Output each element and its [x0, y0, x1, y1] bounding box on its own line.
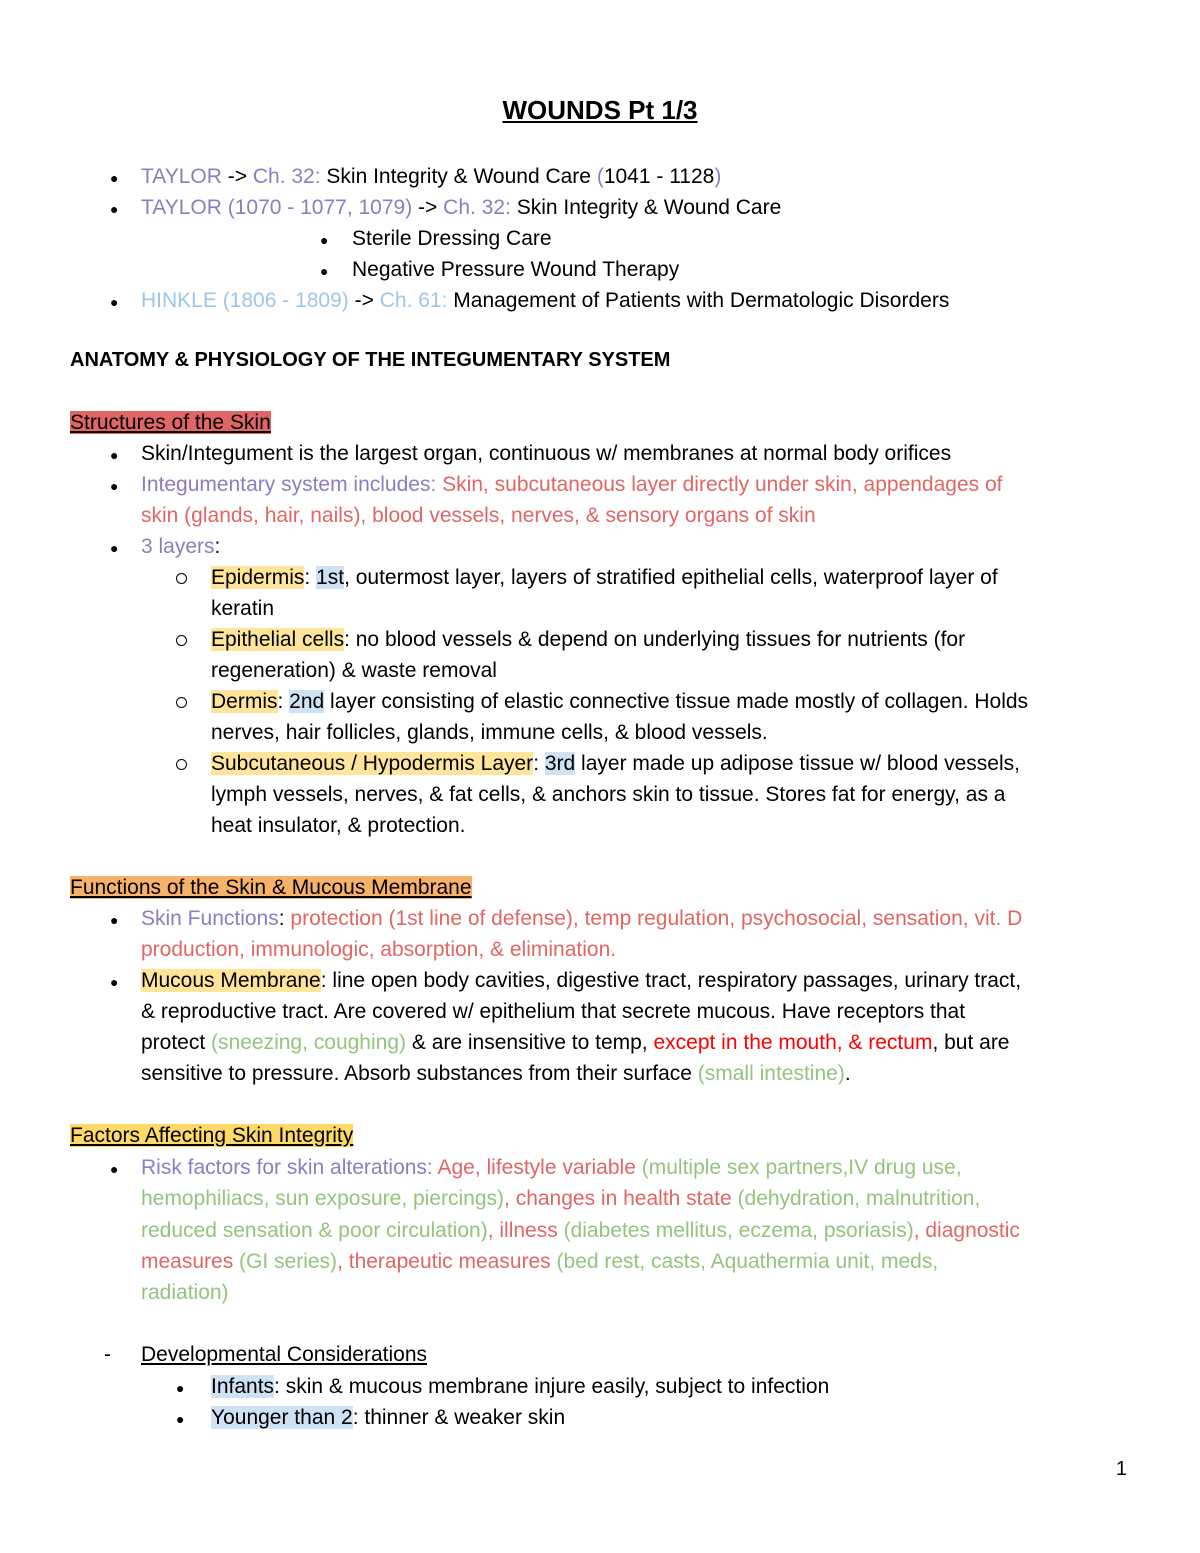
- colon: :: [430, 473, 443, 496]
- layer-dermis-cont: nerves, hair follicles, glands, immune cells, & blood vessels.: [211, 721, 768, 744]
- ref-author: TAYLOR (1070 - 1077, 1079): [141, 196, 413, 219]
- structures-header: [70, 407, 271, 438]
- colon: :: [214, 535, 221, 558]
- bullet-icon: ●: [110, 447, 119, 463]
- example-text: (multiple sex partners,IV drug use,: [641, 1156, 962, 1179]
- developmental-header: Developmental Considerations: [141, 1343, 427, 1366]
- example-text: hemophiliacs, sun exposure, piercings): [141, 1187, 505, 1210]
- bullet-icon: ●: [110, 912, 119, 928]
- structures-bullet-3: [141, 531, 220, 562]
- term-highlight: Mucous Membrane: [141, 969, 321, 992]
- layer-dermis: [211, 686, 1028, 717]
- example-text: (sneezing, coughing): [211, 1031, 407, 1054]
- ref-taylor-1: [141, 161, 721, 192]
- bullet-icon: ●: [110, 540, 119, 556]
- term-text: , outermost layer, layers of stratified epithelial cells, waterproof layer of: [344, 566, 998, 589]
- ref-topic: Management of Patients with Dermatologic Disorders: [447, 289, 950, 312]
- example-text: (bed rest, casts, Aquathermia unit, meds,: [556, 1250, 939, 1273]
- ref-paren: (: [596, 165, 604, 188]
- term-text: sensitive to pressure. Absorb substances from their surface: [141, 1062, 698, 1085]
- ref-arrow: ->: [348, 289, 380, 312]
- risk-text: measures: [141, 1250, 240, 1273]
- layer-epithelial-cont: regeneration) & waste removal: [211, 659, 497, 682]
- ordinal-highlight: 3rd: [544, 752, 576, 775]
- term-label: 3 layers: [141, 535, 215, 558]
- ref-chapter: Ch. 61:: [379, 289, 448, 312]
- example-text: (small intestine): [697, 1062, 845, 1085]
- colon: :: [533, 752, 545, 775]
- ref-topic: Skin Integrity & Wound Care: [320, 165, 597, 188]
- term-text: layer consisting of elastic connective tissue made mostly of collagen. Holds: [324, 690, 1029, 713]
- term-text: : thinner & weaker skin: [352, 1406, 566, 1429]
- term-highlight: Infants: [211, 1375, 275, 1398]
- term-highlight: Younger than 2: [211, 1406, 353, 1429]
- risk-text: , therapeutic measures: [337, 1250, 557, 1273]
- term-text: protection (1st line of defense), temp regulation, psychosocial, sensation, vit. D: [290, 907, 1023, 930]
- term-highlight: Epidermis: [211, 566, 305, 589]
- ref-sub-item: Sterile Dressing Care: [352, 227, 552, 250]
- layer-subcutaneous-cont: lymph vessels, nerves, & fat cells, & anchors skin to tissue. Stores fat for energy, as a: [211, 783, 1006, 806]
- bullet-icon: ●: [110, 1161, 119, 1177]
- hollow-bullet-icon: [176, 573, 187, 584]
- term-highlight: Epithelial cells: [211, 628, 345, 651]
- risk-factors-cont: [141, 1215, 1020, 1246]
- ref-pages: 1041 - 1128: [603, 165, 715, 188]
- mucous-membrane-cont: [141, 1027, 1010, 1058]
- example-text: (diabetes mellitus, eczema, psoriasis): [563, 1219, 914, 1242]
- factors-header-text: Factors Affecting Skin Integrity: [70, 1124, 354, 1147]
- ref-arrow: ->: [412, 196, 444, 219]
- bullet-icon: ●: [110, 294, 119, 310]
- ref-topic: Skin Integrity & Wound Care: [510, 196, 782, 219]
- bullet-icon: ●: [320, 232, 329, 248]
- bullet-icon: ●: [176, 1380, 185, 1396]
- colon: :: [277, 690, 290, 713]
- term-text: & are insensitive to temp,: [406, 1031, 654, 1054]
- ordinal-highlight: 2nd: [289, 690, 325, 713]
- page-title: WOUNDS Pt 1/3: [502, 95, 698, 125]
- mucous-membrane-cont: [141, 1058, 851, 1089]
- bullet-icon: ●: [110, 478, 119, 494]
- risk-factors: [141, 1152, 962, 1183]
- bullet-icon: ●: [176, 1411, 185, 1427]
- example-text: (dehydration, malnutrition,: [737, 1187, 981, 1210]
- emphasis-text: except in the mouth, & rectum: [653, 1031, 933, 1054]
- hollow-bullet-icon: [176, 759, 187, 770]
- hollow-bullet-icon: [176, 635, 187, 646]
- risk-text: , diagnostic: [913, 1219, 1020, 1242]
- term-label: Risk factors for skin alterations:: [141, 1156, 438, 1179]
- term-text: , but are: [932, 1031, 1010, 1054]
- dev-younger-than-2: [211, 1402, 565, 1433]
- bullet-icon: ●: [110, 201, 119, 217]
- structures-header-text: Structures of the Skin: [70, 411, 271, 434]
- term-highlight: Dermis: [211, 690, 278, 713]
- ref-author: TAYLOR: [141, 165, 222, 188]
- risk-factors-cont: [141, 1246, 938, 1277]
- term-highlight: Subcutaneous / Hypodermis Layer: [211, 752, 534, 775]
- risk-factors-cont: radiation): [141, 1281, 229, 1304]
- ref-chapter: Ch. 32:: [443, 196, 511, 219]
- ref-paren: ): [714, 165, 722, 188]
- structures-bullet-2-cont: skin (glands, hair, nails), blood vessels, nerves, & sensory organs of skin: [141, 504, 816, 527]
- layer-epidermis: [211, 562, 998, 593]
- term-text: : line open body cavities, digestive tract, respiratory passages, urinary tract,: [320, 969, 1022, 992]
- ref-hinkle: [141, 285, 949, 316]
- factors-header: [70, 1120, 353, 1151]
- term-text: protect: [141, 1031, 212, 1054]
- example-text: reduced sensation & poor circulation): [141, 1219, 488, 1242]
- ref-arrow: ->: [221, 165, 253, 188]
- hollow-bullet-icon: [176, 697, 187, 708]
- term-label: Integumentary system includes: [141, 473, 431, 496]
- colon: :: [304, 566, 317, 589]
- risk-text: , changes in health state: [504, 1187, 738, 1210]
- ref-sub-item: Negative Pressure Wound Therapy: [352, 258, 680, 281]
- dev-infants: [211, 1371, 829, 1402]
- ref-taylor-2: [141, 192, 781, 223]
- page-number: 1: [1115, 1458, 1127, 1480]
- bullet-icon: ●: [110, 170, 119, 186]
- risk-factors-cont: [141, 1183, 980, 1214]
- risk-text: , illness: [487, 1219, 564, 1242]
- ref-chapter: Ch. 32:: [252, 165, 321, 188]
- functions-header: [70, 872, 472, 903]
- term-text: : no blood vessels & depend on underlying tissues for nutrients (for: [344, 628, 966, 651]
- structures-bullet-1: Skin/Integument is the largest organ, continuous w/ membranes at normal body orifices: [141, 442, 952, 465]
- layer-subcutaneous: [211, 748, 1020, 779]
- dash-bullet: -: [104, 1343, 111, 1366]
- ref-author: HINKLE (1806 - 1809): [141, 289, 349, 312]
- layer-subcutaneous-cont: heat insulator, & protection.: [211, 814, 466, 837]
- term-label: Skin Functions: [141, 907, 279, 930]
- skin-functions-cont: production, immunologic, absorption, & elimination.: [141, 938, 617, 961]
- term-text: layer made up adipose tissue w/ blood vessels,: [575, 752, 1020, 775]
- bullet-icon: ●: [320, 263, 329, 279]
- structures-bullet-2: [141, 469, 1003, 500]
- mucous-membrane: [141, 965, 1021, 996]
- mucous-membrane-cont: & reproductive tract. Are covered w/ epithelium that secrete mucous. Have receptors that: [141, 1000, 966, 1023]
- risk-text: Age, lifestyle variable: [437, 1156, 642, 1179]
- layer-epithelial: [211, 624, 965, 655]
- term-text: : skin & mucous membrane injure easily, subject to infection: [274, 1375, 830, 1398]
- layer-epidermis-cont: keratin: [211, 597, 275, 620]
- section-heading: ANATOMY & PHYSIOLOGY OF THE INTEGUMENTARY SYSTEM: [70, 349, 671, 371]
- colon: :: [278, 907, 291, 930]
- skin-functions: [141, 903, 1022, 934]
- bullet-icon: ●: [110, 974, 119, 990]
- functions-header-text: Functions of the Skin & Mucous Membrane: [70, 876, 472, 899]
- example-text: (GI series): [239, 1250, 338, 1273]
- term-text: Skin, subcutaneous layer directly under skin, appendages of: [442, 473, 1003, 496]
- term-text: .: [844, 1062, 851, 1085]
- ordinal-highlight: 1st: [316, 566, 345, 589]
